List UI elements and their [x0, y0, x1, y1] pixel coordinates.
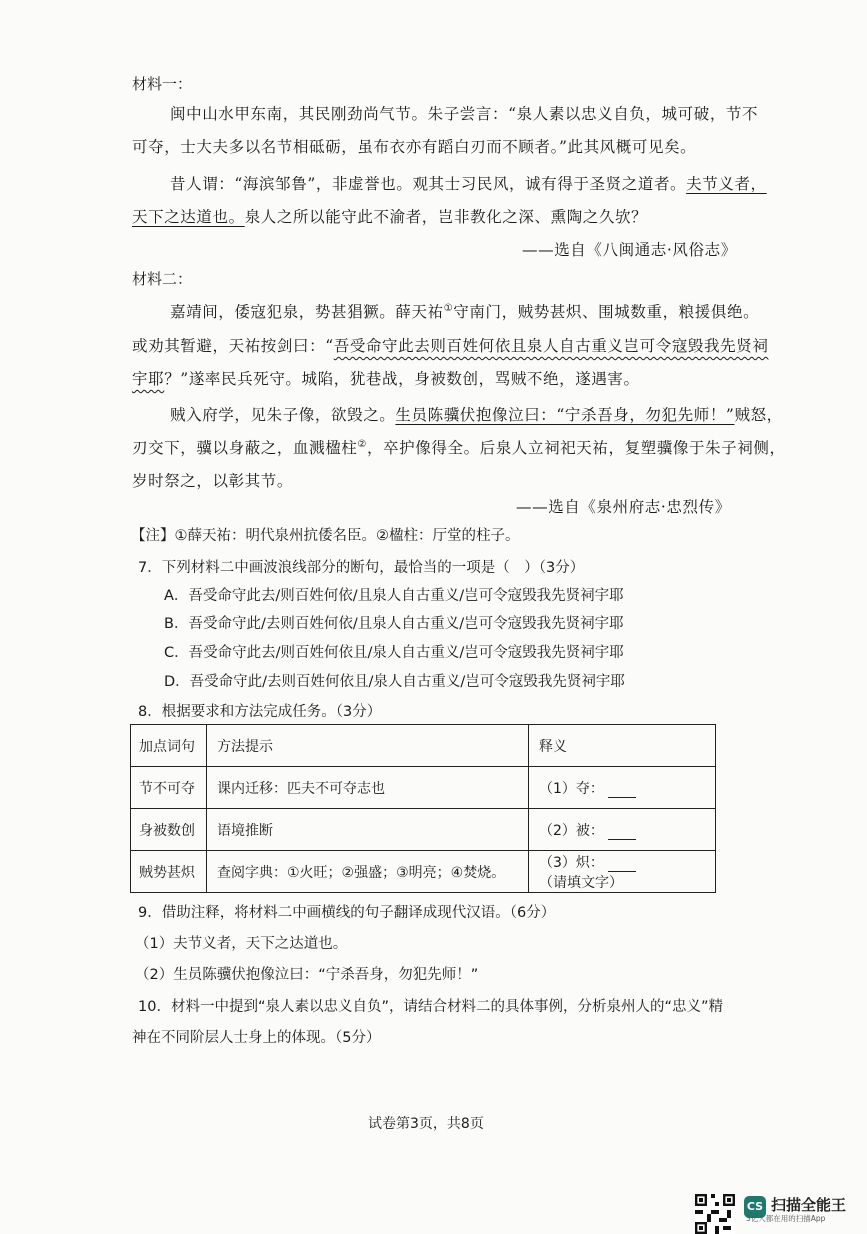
answer-cell — [529, 767, 716, 809]
m2-underlined-sentence: 生员陈骥伏抱像泣曰：“宁杀吾身，勿犯先师！” — [395, 406, 735, 424]
question-10-line2: 神在不同阶层人士身上的体现。（5分） — [132, 1030, 381, 1046]
m2-source: ——选自《泉州府志·忠烈传》 — [516, 498, 731, 516]
m1-para2-line1 — [170, 172, 767, 194]
answer-blank[interactable] — [608, 783, 636, 798]
answer-cell — [529, 809, 716, 851]
q9-sentence-1: （1）夫节义者，天下之达道也。 — [135, 936, 348, 952]
q7-option-b: B．吾受命守此/去则百姓何依/且泉人自古重义/岂可令寇毁我先贤祠宇耶 — [164, 616, 624, 632]
m1-para2-line2 — [132, 205, 647, 227]
scanner-app-tagline: 3亿人都在用的扫描App — [746, 1214, 826, 1223]
m1-para2-text: 昔人谓：“海滨邹鲁”，非虚誉也。观其士习民风，诚有得于圣贤之道者。 — [170, 175, 687, 193]
term-cell: 节不可夺 — [131, 767, 207, 809]
answer-label: （1）夺： — [539, 780, 604, 797]
question-7-stem: 7．下列材料二中画波浪线部分的断句，最恰当的一项是（ ）（3分） — [138, 560, 585, 576]
wavy-underlined-sentence-part2: 宇耶 — [132, 370, 165, 388]
q7-option-d: D．吾受命守此/去则百姓何依且/泉人自古重义/岂可令寇毁我先贤祠宇耶 — [164, 674, 625, 690]
page-footer: 试卷第3页，共8页 — [368, 1116, 484, 1132]
note-mark-2: ② — [357, 438, 367, 450]
answer-blank[interactable] — [608, 857, 636, 872]
m2-text: 或劝其暂避，天祐按剑曰：“ — [132, 337, 334, 355]
m2-text: ，卒护像得全。后泉人立祠祀天祐，复塑骥像于朱子祠侧， — [366, 439, 786, 457]
question-9-stem: 9．借助注释，将材料二中画横线的句子翻译成现代汉语。（6分） — [138, 905, 556, 921]
table-header-row — [131, 725, 716, 767]
m1-underlined-sentence-part2: 天下之达道也。 — [132, 208, 245, 226]
m2-text: 守南门，贼势甚炽、围城数重，粮援俱绝。 — [453, 303, 760, 321]
m2-para2-line2 — [132, 436, 786, 458]
m2-para1-line1 — [170, 300, 759, 322]
m2-para2-line1 — [170, 403, 783, 425]
m1-source: ——选自《八闽通志·风俗志》 — [522, 241, 737, 259]
answer-blank[interactable] — [608, 825, 636, 840]
m1-para2-text-end: 泉人之所以能守此不渝者，岂非教化之深、熏陶之久欤？ — [244, 208, 648, 226]
m2-text: 刃交下，骥以身蔽之，血溅楹柱 — [132, 439, 358, 457]
question-10-line1: 10．材料一中提到“泉人素以忠义自负”，请结合材料二的具体事例，分析泉州人的“忠义”精 — [138, 999, 723, 1015]
m2-para2-line3: 岁时祭之，以彰其节。 — [132, 472, 294, 490]
term-cell: 贼势甚炽 — [131, 851, 207, 893]
hint-cell: 语境推断 — [207, 809, 529, 851]
m1-para1-line1: 闽中山水甲东南，其民刚劲尚气节。朱子尝言：“泉人素以忠义自负，城可破，节不 — [170, 105, 759, 123]
m2-para1-line2 — [132, 334, 768, 356]
header-cell: 释义 — [529, 725, 716, 767]
m2-text: 嘉靖间，倭寇犯泉，势甚猖獗。薛天祐 — [170, 303, 444, 321]
m2-text: 贼怒， — [734, 406, 783, 424]
q9-sentence-2: （2）生员陈骥伏抱像泣曰：“宁杀吾身，勿犯先师！” — [135, 967, 479, 983]
footnote: 【注】①薛天祐：明代泉州抗倭名臣。②楹柱：厅堂的柱子。 — [131, 528, 520, 544]
m1-underlined-sentence-part1: 夫节义者， — [686, 175, 767, 193]
note-mark-1: ① — [443, 302, 454, 314]
camscanner-logo-icon: CS — [744, 1196, 766, 1218]
answer-note: （请填文字） — [539, 874, 623, 891]
answer-cell — [529, 851, 716, 893]
header-cell: 方法提示 — [207, 725, 529, 767]
m2-para1-line3 — [132, 367, 640, 389]
table-row — [131, 851, 716, 893]
table-row — [131, 767, 716, 809]
answer-label: （2）被： — [539, 822, 604, 839]
qr-code-icon — [695, 1194, 735, 1234]
material-2-title: 材料二： — [132, 270, 193, 288]
m1-para1-line2: 可夺，士大夫多以名节相砥砺，虽布衣亦有蹈白刃而不顾者。”此其风概可见矣。 — [132, 138, 697, 156]
scanner-app-name: 扫描全能王 — [771, 1196, 847, 1214]
m2-text: ？”遂率民兵死守。城陷，犹巷战，身被数创，骂贼不绝，遂遇害。 — [164, 370, 640, 388]
term-cell: 身被数创 — [131, 809, 207, 851]
wavy-underlined-sentence-part1: 吾受命守此去则百姓何依且泉人自古重义岂可令寇毁我先贤祠 — [333, 337, 769, 355]
m2-text: 贼入府学，见朱子像，欲毁之。 — [170, 406, 396, 424]
q8-table — [130, 724, 716, 893]
hint-cell: 查阅字典：①火旺；②强盛；③明亮；④焚烧。 — [207, 851, 529, 893]
question-8-stem: 8．根据要求和方法完成任务。（3分） — [138, 704, 382, 720]
q7-option-a: A．吾受命守此去/则百姓何依/且泉人自古重义/岂可令寇毁我先贤祠宇耶 — [164, 588, 624, 604]
header-cell: 加点词句 — [131, 725, 207, 767]
table-row — [131, 809, 716, 851]
material-1-title: 材料一： — [132, 75, 193, 93]
q7-option-c: C．吾受命守此去/则百姓何依且/泉人自古重义/岂可令寇毁我先贤祠宇耶 — [164, 645, 624, 661]
hint-cell: 课内迁移：匹夫不可夺志也 — [207, 767, 529, 809]
answer-label: （3）炽： — [539, 854, 604, 871]
